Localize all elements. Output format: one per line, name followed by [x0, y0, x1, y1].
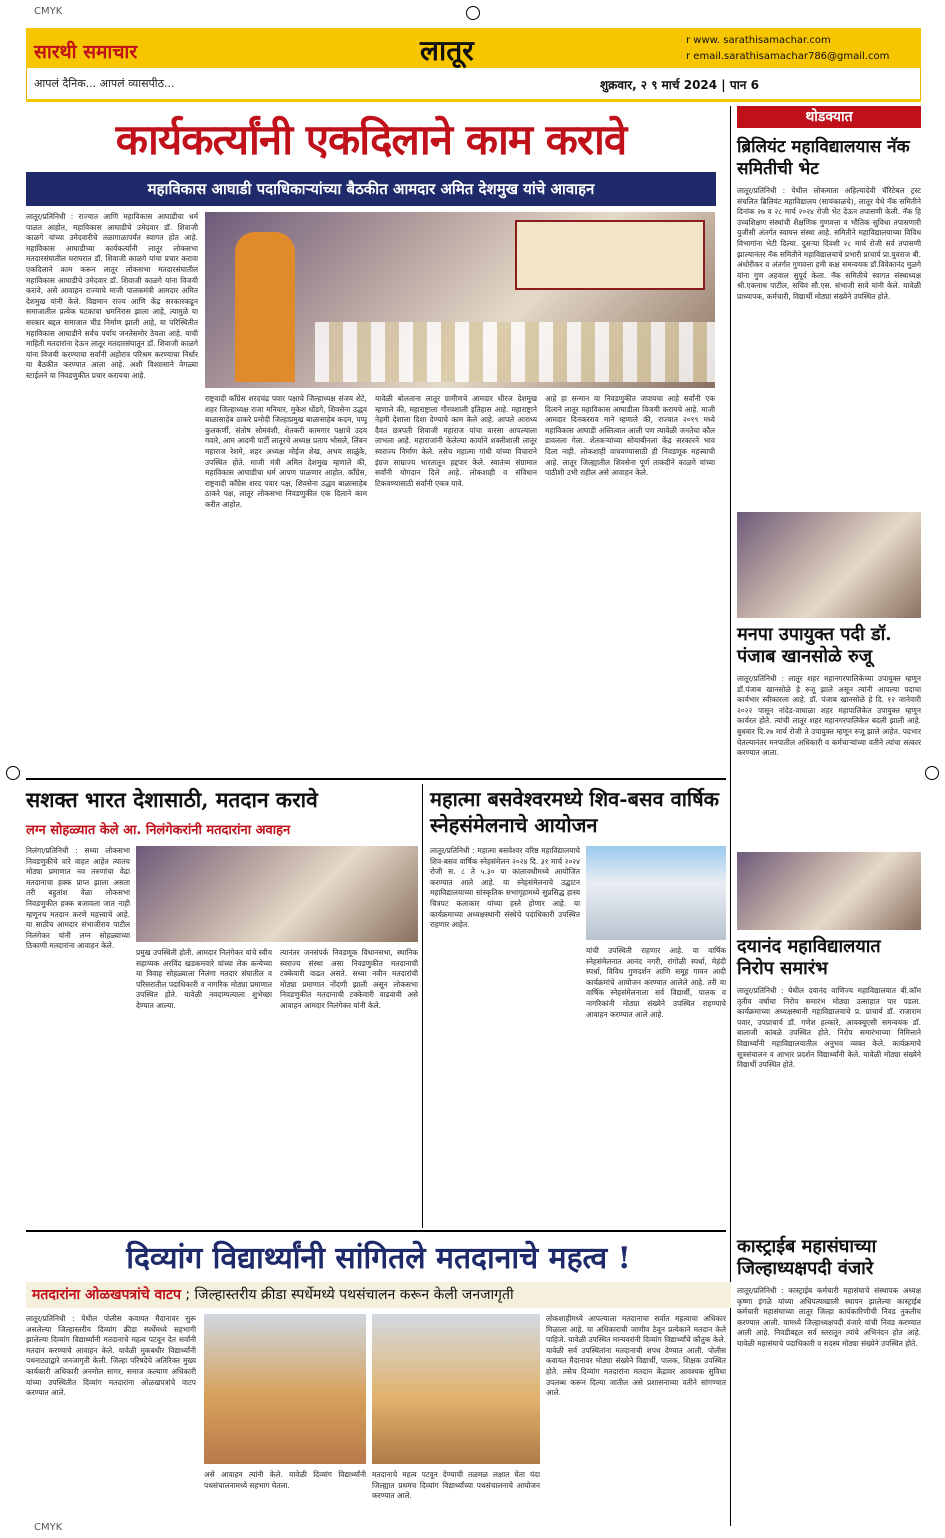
middle-left-body-b: प्रमुख उपस्थिती होती. आमदार निलंगेकर यांचे स्वीय सहाय्यक अरविंद खडकमवारे यांच्या लेक कन्येच्या या विवाह सोहळ्याला निलंगा मतदार संघातील व परिसरातील पदाधिकारी व नागरिक मोठ्या प्रमाणात उपस्थित होते. यावेळी नवदाम्पत्याला शुभेच्छा देण्यात आल्या.	[136, 948, 272, 1010]
lead-headline: कार्यकर्त्यांनी एकदिलाने काम करावे	[115, 115, 627, 164]
edition-city: लातूर	[420, 34, 474, 67]
email[interactable]: email.sarathisamachar786@gmail.com	[693, 51, 890, 62]
audience-row	[315, 322, 715, 382]
rally-photo-left	[204, 1314, 366, 1464]
story3-body: लातूर/प्रतिनिधी : येथील दयानंद वाणिज्य महाविद्यालयात बी.कॉम तृतीय वर्षाचा निरोप समारंभ मोठ्या उत्साहात पार पडला. कार्यक्रमाच्या अध्यक्षस्थानी महाविद्यालयाचे प्र. प्राचार्य डॉ. राजाराम पवार, उपप्राचार्य डॉ. गणेश हल्कारे, आयक्यूएसी समन्वयक डॉ. बालाजी कांबळे उपस्थित होते. निरोप समारंभाच्या निमित्ताने विद्यार्थ्यांनी महाविद्यालयातील अनुभव व्यक्त केले. कार्यक्रमाचे सूत्रसंचालन व आभार प्रदर्शन विद्यार्थ्यांनी केले. यावेळी मोठ्या संख्येने विद्यार्थी उपस्थित होते.	[737, 986, 921, 1070]
story1-title: ब्रिलियंट महाविद्यालयास नॅक समितीची भेट	[737, 137, 910, 179]
masthead-rule	[26, 99, 921, 102]
bottom-sub-black: ; जिल्हास्तरीय क्रीडा स्पर्धेमध्ये पथसंचालन करून केली जनजागृती	[180, 1287, 514, 1303]
web-icon: r	[686, 35, 694, 46]
lead-body-col4: आहे हा सन्मान या निवडणुकीत जपायचा आहे सर्वांनी एक दिलाने लातूर महाविकास आघाडीला विजयी करायचे आहे. माजी आमदार दिनकरराव माने म्हणाले की, राज्यात २०१९ मध्ये महाविकास आघाडी अस्तित्वात आली पण त्यावेळी जनतेचा कौल डावलला गेला. शेतकऱ्यांच्या सोयाबीनला केंद्र सरकारने भाव दिला नाही. लोकशाही वाचवण्यासाठी ही निवडणूक महत्त्वाची आहे. लातूर जिल्ह्यातील शिवसेना पूर्ण ताकदीने काळगे यांच्या पाठीशी उभी राहील असे आवाहन केले.	[545, 394, 715, 478]
bottom-body-b: असे आवाहन त्यांनी केले. यावेळी दिव्यांग विद्यार्थ्यांनी पथसंचालनामध्ये सहभाग घेतला.	[204, 1470, 366, 1490]
middle-left-body-a: निलंगा/प्रतिनिधी : सध्या लोकसभा निवडणुकीचे वारे वाहत आहेत त्यातच मोठ्या प्रमाणात नव तरुणांचा वेढा मतदानाचा हक्क प्राप्त झाला असता तरी बहुतांश वेळा लोकसभा निवडणुकीत हक्क बजावला जात नाही म्हणूनच मतदान करणे महत्त्वाचे आहे. या साठीच आमदार संभाजीराव पाटील निलंगेकर यांनी लग्न सोहळ्याच्या ठिकाणी मतदारांना आवाहन केले.	[26, 846, 130, 951]
bottom-sub-red: मतदारांना ओळखपत्रांचे वाटप	[32, 1287, 181, 1303]
story4-body: लातूर/प्रतिनिधी : कास्ट्राईब कर्मचारी महासंघाचे संस्थापक अध्यक्ष कृष्णा इंगळे यांच्या अधिपत्याखाली स्थापन झालेल्या कास्ट्राईब कर्मचारी महासंघाच्या लातूर जिल्हा कार्यकारिणीची निवड नुकतीच करण्यात आली. यामध्ये जिल्हाध्यक्षपदी वंजारे यांची निवड करण्यात आली आहे. निवडीबद्दल सर्व स्तरातून त्यांचे अभिनंदन होत आहे. यावेळी महासंघाचे पदाधिकारी व सदस्य मोठ्या संख्येने उपस्थित होते.	[737, 1286, 921, 1348]
story2-body: लातूर/प्रतिनिधी : लातूर शहर महानगरपालिकेच्या उपायुक्त म्हणून डॉ.पंजाब खानसोळे हे रुजू झाले असून त्यांनी आपल्या पदाचा कार्यभार स्वीकारला आहे. डॉ. पंजाब खानसोळे हे दि. १२ जानेवारी २०२२ पासून नांदेड-वाघाळा शहर महापालिकेत उपायुक्त म्हणून कार्यरत होते. त्यांची लातूर शहर महानगरपालिकेत बदली झाली आहे. बुधवार दि.२७ मार्च रोजी ते उपायुक्त म्हणून रुजू झाले आहेत. पदभार घेतल्यानंतर मनपातील अधिकारी व कर्मचाऱ्यांच्या वतीने त्यांचा सत्कार करण्यात आला.	[737, 674, 921, 758]
website[interactable]: www. sarathisamachar.com	[693, 35, 831, 46]
bottom-headline: दिव्यांग विद्यार्थ्यांनी सांगितले मतदानाचे महत्व !	[126, 1241, 631, 1276]
story3-title: दयानंद महाविद्यालयात निरोप समारंभ	[737, 936, 881, 979]
bottom-subheadline	[26, 1282, 731, 1308]
bottom-body-d: लोकशाहीमध्ये आपल्याला मतदानाचा सर्वात महत्वाचा अधिकार मिळाला आहे. या अधिकाराची जाणीव ठेवून प्रत्येकाने मतदान केले पाहिजे. यावेळी उपस्थित मान्यवरांनी दिव्यांग विद्यार्थ्यांचे कौतुक केले. यावेळी सर्व उपस्थितांना मतदानाची शपथ देण्यात आली. पोलीस कवायत मैदानावर मोठ्या संख्येने विद्यार्थी, पालक, शिक्षक उपस्थित होते. तसेच दिव्यांग मतदारांना मतदान केंद्रावर आवश्यक सुविधा उपलब्ध करून दिल्या जातील असे प्रशासनाच्या वतीने सांगण्यात आले.	[546, 1314, 726, 1398]
mail-icon: r	[686, 51, 694, 62]
speaker-figure	[235, 232, 295, 382]
story4-title: कास्ट्राईब महासंघाच्या जिल्हाध्यक्षपदी वंजारे	[737, 1236, 877, 1279]
lead-photo	[205, 212, 715, 388]
lead-subheadline: महाविकास आघाडी पदाधिकाऱ्यांच्या बैठकीत आमदार अमित देशमुख यांचे आवाहन	[26, 172, 716, 206]
stage-banner	[515, 220, 705, 290]
middle-right-title: महात्मा बसवेश्वरमध्ये शिव-बसव वार्षिक स्नेहसंमेलनाचे आयोजन	[430, 787, 720, 837]
middle-left-body-c: त्यानंतर जनसंपर्क निवडणूक विधानसभा, स्थानिक स्वराज्य संस्था असा निवडणुकीत मतदानाची टक्केवारी वाढत असते. सध्या नवीन मतदारांची मोठ्या प्रमाणात नोंदणी झाली असून लोकसभा निवडणुकीत मतदानाची टक्केवारी वाढवावी असे आवाहन आमदार निलंगेकर यांनी केले.	[280, 948, 418, 1010]
brand-logo: सारथी समाचार	[34, 41, 138, 63]
story2-title: मनपा उपायुक्त पदी डॉ. पंजाब खानसोळे रुजू	[737, 624, 892, 667]
section-divider-2	[26, 1230, 726, 1232]
story1-body: लातूर/प्रतिनिधी : येथील लोकमाता अहिल्यादेवी चॅरिटेबल ट्रस्ट संचलित ब्रिलियंट महाविद्यालय (सायंकाळचे), लातूर येथे नॅक समितीने दिनांक २७ व २८ मार्च २०२४ रोजी भेट देऊन तपासणी केली. नॅक हि उच्चशिक्षण संस्थांची शैक्षणिक गुणवत्ता व भौतिक सुविधा तपासणारी युजीसी अंतर्गत स्वायत्त संस्था आहे. समितीने महाविद्यालयाच्या विविध विभागांना भेटी दिल्या. दुसऱ्या दिवशी २८ मार्च रोजी सर्व तपासणी झाल्यानंतर नॅक समितीने महाविद्यालयाचे प्रभारी प्राचार्य प्रा.युवराज बी. अंधोरीकर व अंतर्गत गुणवत्ता हमी कक्ष समन्वयक डॉ.विवेकानंद मुळगे यांना गुण अहवाल सुपूर्द केला. नॅक समितीचे स्वागत संस्थाध्यक्ष श्री.एकनाथ पाटील, सचिव सौ.एस. संभाजी सावे यांनी केले. यावेळी प्राध्यापक, कर्मचारी, विद्यार्थी मोठ्या संख्येने उपस्थित होते.	[737, 186, 921, 301]
story3-photo	[737, 852, 921, 930]
tagline: आपलं दैनिक... आपलं व्यासपीठ...	[34, 77, 175, 90]
story1-photo	[737, 512, 921, 618]
crop-mark-right	[925, 766, 939, 780]
print-mark-top: CMYK	[34, 6, 63, 17]
middle-left-subtitle: लग्न सोहळ्यात केले आ. निलंगेकरांनी मतदारांना अवाहन	[26, 823, 291, 838]
lead-body-col1: लातूर/प्रतिनिधी : राज्यात आणि महाविकास आघाडीचा धर्म पाळत आहोत, महाविकास आघाडीचे उमेदवार डॉ. शिवाजी काळगे यांच्या उमेदवारीचे तळागाळापर्यंत स्वागत होत आहे. महाविकास आघाडीच्या कार्यकर्त्यांनी लातूर लोकसभा मतदारसंघातील घराघरात डॉ. शिवाजी काळगे यांचा प्रचार करावा एकदिलाने काम करून लातूर लोकसभा मतदारसंघातील महाविकास आघाडीचे उमेदवार डॉ. शिवाजी काळगे यांना विजयी करावे, असे आवाहन राज्याचे माजी पालकमंत्री आमदार अमित देशमुख यांनी केले. विद्यमान राज्य आणि केंद्र सरकारकडून समाजातील प्रत्येक घटकाचा भ्रमनिरास झाला आहे, त्यामुळे या सरकार बद्दल समाजात चीड निर्माण झाली आहे, या परिस्थितीत महाविकास आघाडीने सर्वच पर्याय जनतेसमोर ठेवला आहे. याची माहिती मतदारांना देऊन लातूर मतदारसंघातून डॉ. शिवाजी काळगे यांना विजयी करण्याचा सर्वांनी अहोरात्र परिश्रम करण्याचा निर्धार या बैठकीत करण्यात आला आहे. अशी विश्वासाने वेगळ्या स्टाईलने या निवडणुकीत प्रचार करायचा आहे.	[26, 212, 198, 380]
middle-left-title: सशक्त भारत देशासाठी, मतदान करावे	[26, 787, 318, 812]
lead-body-col3: यावेळी बोलताना लातूर ग्रामीणचे आमदार धीरज देशमुख म्हणाले की, महाराष्ट्राला गौरवशाली इतिहास आहे. महाराष्ट्राने नेहमी देशाला दिशा देण्याचे काम केले आहे. आपले आराध्य दैवत छत्रपती शिवाजी महाराज यांचा वारसा आपल्याला लाभला आहे. महाराजांनी केलेल्या कार्याने शक्तीशाली लातूर स्वराज्य निर्माण केले. तसेच महात्मा गांधी यांच्या विचाराने इंग्रज साम्राज्य भारतातून हद्दपार केले. स्वातंत्र्य संग्रामात सर्वांनी योगदान दिले आहे. लोकशाही व संविधान टिकवण्यासाठी सर्वांनी एकत्र यावे.	[375, 394, 537, 488]
section-tag: थोडक्यात	[737, 106, 921, 128]
bottom-body-a: लातूर/प्रतिनिधी : येथील पोलीस कवायत मैदानावर सुरू असलेल्या जिल्हास्तरीय दिव्यांग क्रीडा स्पर्धेमध्ये सहभागी झालेल्या दिव्यांग विद्यार्थ्यांनी मतदानाचे महत्व पटवून देत सर्वांनी मतदान करण्याचे आवाहन केले. यावेळी मुकबधीर विद्यार्थ्यांनी पथनाट्याद्वारे जनजागृती केली. जिल्हा परिषदेचे अतिरिक्त मुख्य कार्यकारी अधिकारी अनमोल सागर, समाज कल्याण अधिकारी यांच्या उपस्थितीत दिव्यांग मतदारांना ओळखपत्रांचे वाटप करण्यात आले.	[26, 1314, 196, 1398]
dateline: शुक्रवार, २ ९ मार्च 2024 | पान 6	[600, 78, 759, 92]
section-divider-1	[26, 778, 726, 780]
lead-body-col2: राष्ट्रवादी काँग्रेस शरदचंद्र पवार पक्षाचे जिल्हाध्यक्ष संजय शेटे, शहर जिल्हाध्यक्ष राजा मनियार, मुकेश धोंडगे, शिवसेना उद्धव बाळासाहेब ठाकरे प्रमोदी जिल्हाप्रमुख बाळासाहेब कदम, पप्पू कुलकर्णी, संतोष सोमवंशी, शेतकरी कामगार पक्षाचे उदय गवारे, आम आदमी पार्टी लातूरचे अध्यक्ष प्रताप भोसले, लिंबन महाराज रेशमे, शहर अध्यक्ष मोईज शेख, अभय साळुंके, उपस्थित होते. माजी मंत्री अमित देशमुख म्हणाले की, महाविकास आघाडीचा धर्म आपण पाळणार आहोत. काँग्रेस, राष्ट्रवादी काँग्रेस शरद पवार पक्ष, शिवसेना उद्धव बाळासाहेब ठाकरे पक्ष, लातूर लोकसभा निवडणुकीत एक दिलाने काम करीत आहोत.	[205, 394, 367, 509]
wedding-photo	[136, 846, 418, 942]
crop-mark-top	[466, 6, 480, 20]
right-column-divider	[730, 106, 731, 1526]
middle-right-body-b: यांची उपस्थिती राहणार आहे. या वार्षिक स्नेहसंमेलनात आनंद नगरी, रांगोळी स्पर्धा, मेहंदी स्पर्धा, विविध गुणदर्शन आणि समूह गायन आदी कार्यक्रमांचे आयोजन करण्यात आलेले आहे. तरी या वार्षिक स्नेहसंमेलनाला सर्व विद्यार्थी, पालक व नागरिकांनी मोठ्या संख्येने उपस्थित राहण्याचे आवाहन करण्यात आले आहे.	[586, 946, 726, 1019]
middle-divider	[422, 784, 423, 1228]
rally-photo-right	[372, 1314, 540, 1464]
print-mark-bottom: CMYK	[34, 1522, 63, 1533]
contact-block	[686, 33, 889, 65]
bottom-body-c: मतदानाचे महत्व पटवून देण्याची तळमळ लक्षात घेता यंदा जिल्ह्यात प्रथमच दिव्यांग विद्यार्थ्यांच्या पथसंचालनाचे आयोजन करण्यात आले.	[372, 1470, 540, 1501]
middle-right-body-a: लातूर/प्रतिनिधी : महात्मा बसवेश्वर वरिष्ठ महाविद्यालयाचे शिव-बसव वार्षिक स्नेहसंमेलन २०२४ दि. ३१ मार्च २०२४ रोजी स. ८ ते ५.३० या कालावधीमध्ये आयोजित करण्यात आले आहे. या स्नेहसंमेलनाचे उद्घाटन महाविद्यालयाच्या सांस्कृतिक सभागृहामध्ये सुप्रसिद्ध हास्य चित्रपट कलाकार यांच्या हस्ते होणार आहे. या कार्यक्रमाच्या अध्यक्षस्थानी संस्थेचे पदाधिकारी उपस्थित राहणार आहेत.	[430, 846, 580, 930]
issue-date: शुक्रवार, २ ९ मार्च 2024	[600, 78, 718, 92]
crop-mark-left	[6, 766, 20, 780]
college-photo	[586, 846, 726, 940]
page-number: पान 6	[729, 78, 759, 92]
